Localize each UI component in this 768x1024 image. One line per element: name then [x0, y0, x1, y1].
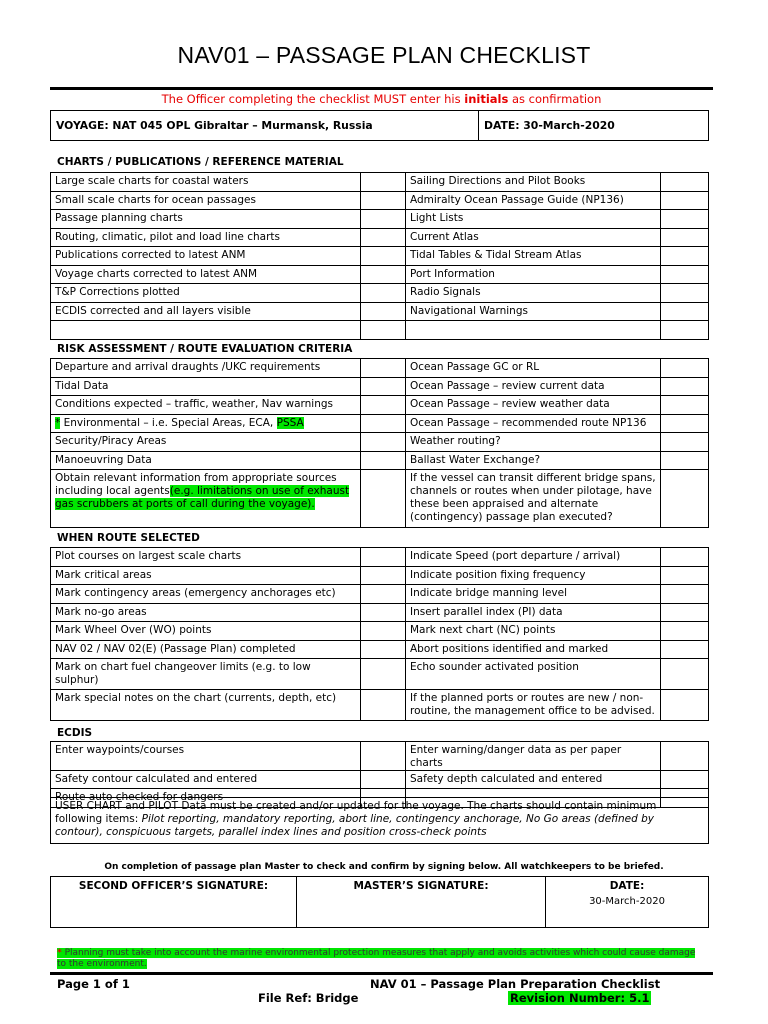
- initials-cell[interactable]: [661, 470, 709, 528]
- route-row: [51, 567, 709, 585]
- route-item-1-left: Plot courses on largest scale charts: [51, 548, 361, 567]
- initials-cell[interactable]: [361, 396, 406, 415]
- route-row: [51, 548, 709, 567]
- risk-checklist-table: [50, 358, 709, 528]
- risk-item-4-left: [51, 415, 361, 433]
- initials-cell[interactable]: [361, 585, 406, 604]
- initials-cell[interactable]: [361, 359, 406, 378]
- route-item-5-left: Mark Wheel Over (WO) points: [51, 622, 361, 641]
- charts-item-6-right: Port Information: [406, 266, 661, 284]
- initials-cell[interactable]: [361, 622, 406, 641]
- instruction-line: [50, 92, 713, 106]
- ecdis-note-table: [50, 797, 709, 844]
- initials-cell[interactable]: [361, 470, 406, 528]
- signature-date-label: DATE:: [609, 880, 645, 892]
- initials-cell[interactable]: [661, 641, 709, 659]
- risk-item-5-left: Security/Piracy Areas: [51, 433, 361, 452]
- risk-item-3-left: Conditions expected – traffic, weather, Nav warnings: [51, 396, 361, 415]
- initials-cell[interactable]: [661, 690, 709, 721]
- initials-cell[interactable]: [661, 548, 709, 567]
- instruction-post: as confirmation: [508, 92, 602, 106]
- page-number: Page 1 of 1: [57, 977, 130, 991]
- initials-cell[interactable]: [361, 690, 406, 721]
- ecdis-item-2-right: Safety depth calculated and entered: [406, 771, 661, 789]
- section-route-heading: WHEN ROUTE SELECTED: [57, 532, 200, 544]
- initials-cell[interactable]: [361, 771, 406, 789]
- initials-cell[interactable]: [661, 415, 709, 433]
- ecdis-item-1-right: Enter warning/danger data as per paper charts: [406, 742, 661, 771]
- initials-cell[interactable]: [361, 247, 406, 266]
- route-item-7-right: Echo sounder activated position: [406, 659, 661, 690]
- signature-table: [50, 876, 709, 928]
- initials-cell[interactable]: [661, 303, 709, 321]
- route-item-4-right: Insert parallel index (PI) data: [406, 604, 661, 622]
- initials-cell[interactable]: [661, 229, 709, 247]
- completion-instruction: On completion of passage plan Master to check and confirm by signing below. All watchkeepers to be briefed.: [104, 862, 664, 872]
- env-note-text: Planning must take into account the marine environmental protection measures that apply and avoids activities which could cause damage to the environment.: [57, 948, 696, 969]
- route-item-6-left: NAV 02 / NAV 02(E) (Passage Plan) completed: [51, 641, 361, 659]
- initials-cell[interactable]: [361, 415, 406, 433]
- initials-cell[interactable]: [361, 604, 406, 622]
- initials-cell[interactable]: [661, 622, 709, 641]
- initials-cell[interactable]: [361, 742, 406, 771]
- initials-cell[interactable]: [361, 433, 406, 452]
- risk-item-4-right: Ocean Passage – recommended route NP136: [406, 415, 661, 433]
- initials-cell[interactable]: [661, 321, 709, 340]
- route-row: [51, 690, 709, 721]
- initials-cell[interactable]: [661, 396, 709, 415]
- signature-date-value: 30-March-2020: [589, 896, 665, 907]
- charts-item-3-left: Passage planning charts: [51, 210, 361, 229]
- risk-item-2-right: Ocean Passage – review current data: [406, 378, 661, 396]
- risk-item-7-right: If the vessel can transit different bridge spans, channels or routes when under pilotage, have these been appraised and alternate (contingency) passage plan executed?: [406, 470, 661, 528]
- file-reference: File Ref: Bridge: [258, 991, 359, 1005]
- charts-item-2-left: Small scale charts for ocean passages: [51, 192, 361, 210]
- initials-cell[interactable]: [661, 192, 709, 210]
- route-item-1-right: Indicate Speed (port departure / arrival): [406, 548, 661, 567]
- initials-cell[interactable]: [361, 210, 406, 229]
- section-ecdis-heading: ECDIS: [57, 727, 93, 739]
- charts-row: [51, 321, 709, 340]
- route-item-8-right: If the planned ports or routes are new / non-routine, the management office to be advised.: [406, 690, 661, 721]
- charts-item-7-left: T&P Corrections plotted: [51, 284, 361, 303]
- charts-item-3-right: Light Lists: [406, 210, 661, 229]
- risk-item-1-right: Ocean Passage GC or RL: [406, 359, 661, 378]
- section-risk-heading: RISK ASSESSMENT / ROUTE EVALUATION CRITERIA: [57, 343, 353, 355]
- risk-item-6-left: Manoeuvring Data: [51, 452, 361, 470]
- route-item-3-left: Mark contingency areas (emergency anchorages etc): [51, 585, 361, 604]
- initials-cell[interactable]: [661, 585, 709, 604]
- date-field[interactable]: DATE: 30-March-2020: [479, 111, 709, 141]
- instruction-pre: The Officer completing the checklist MUST enter his: [161, 92, 465, 106]
- initials-cell[interactable]: [661, 433, 709, 452]
- initials-cell[interactable]: [661, 359, 709, 378]
- route-row: [51, 585, 709, 604]
- ecdis-note-plain: USER CHART and PILOT Data must be created and/or updated for the voyage. The charts should contain minimum following items:: [55, 800, 657, 825]
- risk-item-1-left: Departure and arrival draughts /UKC requirements: [51, 359, 361, 378]
- initials-cell[interactable]: [361, 303, 406, 321]
- initials-cell[interactable]: [361, 548, 406, 567]
- initials-cell[interactable]: [661, 266, 709, 284]
- initials-cell[interactable]: [361, 378, 406, 396]
- instruction-initials: initials: [464, 92, 509, 106]
- signature-date-field[interactable]: [546, 877, 709, 928]
- initials-cell[interactable]: [661, 742, 709, 771]
- charts-item-2-right: Admiralty Ocean Passage Guide (NP136): [406, 192, 661, 210]
- master-signature-field[interactable]: [297, 877, 546, 928]
- initials-cell[interactable]: [361, 192, 406, 210]
- scrubber-limitation-highlight: (e.g. limitations on use of exhaust gas scrubbers at ports of call during the voyage).: [55, 485, 350, 510]
- revision-number: Revision Number: 5.1: [510, 991, 650, 1005]
- environmental-text: Environmental – i.e. Special Areas, ECA,: [60, 417, 277, 429]
- charts-row: [51, 210, 709, 229]
- charts-item-8-right: Navigational Warnings: [406, 303, 661, 321]
- charts-item-4-left: Routing, climatic, pilot and load line charts: [51, 229, 361, 247]
- initials-cell[interactable]: [361, 567, 406, 585]
- charts-item-8-left: ECDIS corrected and all layers visible: [51, 303, 361, 321]
- initials-cell[interactable]: [361, 321, 406, 340]
- initials-cell[interactable]: [361, 173, 406, 192]
- local-agents-text: Obtain relevant information from appropriate sources including local agents: [55, 472, 337, 497]
- charts-row: [51, 173, 709, 192]
- initials-cell[interactable]: [361, 266, 406, 284]
- charts-item-9-right: [406, 321, 661, 340]
- initials-cell[interactable]: [661, 771, 709, 789]
- initials-cell[interactable]: [361, 229, 406, 247]
- charts-row: [51, 229, 709, 247]
- ecdis-row: [51, 771, 709, 789]
- route-item-4-left: Mark no-go areas: [51, 604, 361, 622]
- ecdis-item-2-left: Safety contour calculated and entered: [51, 771, 361, 789]
- env-note-star: *: [57, 948, 62, 958]
- second-officer-signature-label: SECOND OFFICER’S SIGNATURE:: [78, 880, 269, 892]
- route-item-7-left: Mark on chart fuel changeover limits (e.g. to low sulphur): [51, 659, 361, 690]
- document-title: NAV 01 – Passage Plan Preparation Checklist: [370, 977, 661, 991]
- risk-item-3-right: Ocean Passage – review weather data: [406, 396, 661, 415]
- charts-item-4-right: Current Atlas: [406, 229, 661, 247]
- charts-item-5-right: Tidal Tables & Tidal Stream Atlas: [406, 247, 661, 266]
- initials-cell[interactable]: [361, 659, 406, 690]
- charts-row: [51, 284, 709, 303]
- charts-row: [51, 247, 709, 266]
- charts-row: [51, 303, 709, 321]
- master-signature-label: MASTER’S SIGNATURE:: [353, 880, 489, 892]
- initials-cell[interactable]: [661, 567, 709, 585]
- route-item-3-right: Indicate bridge manning level: [406, 585, 661, 604]
- route-item-6-right: Abort positions identified and marked: [406, 641, 661, 659]
- risk-item-7-left: [51, 470, 361, 528]
- charts-item-9-left: [51, 321, 361, 340]
- ecdis-row: [51, 742, 709, 771]
- route-checklist-table: [50, 547, 709, 721]
- footer-rule: [50, 972, 713, 975]
- charts-checklist-table: [50, 172, 709, 340]
- route-row: [51, 622, 709, 641]
- risk-item-6-right: Ballast Water Exchange?: [406, 452, 661, 470]
- initials-cell[interactable]: [361, 641, 406, 659]
- ecdis-item-1-left: Enter waypoints/courses: [51, 742, 361, 771]
- second-officer-signature-field[interactable]: [51, 877, 297, 928]
- route-item-2-right: Indicate position fixing frequency: [406, 567, 661, 585]
- route-item-8-left: Mark special notes on the chart (currents, depth, etc): [51, 690, 361, 721]
- charts-item-6-left: Voyage charts corrected to latest ANM: [51, 266, 361, 284]
- initials-cell[interactable]: [661, 247, 709, 266]
- pssa-highlight: PSSA: [276, 417, 304, 429]
- route-row: [51, 604, 709, 622]
- risk-item-2-left: Tidal Data: [51, 378, 361, 396]
- charts-row: [51, 266, 709, 284]
- initials-cell[interactable]: [361, 284, 406, 303]
- route-item-2-left: Mark critical areas: [51, 567, 361, 585]
- charts-row: [51, 192, 709, 210]
- initials-cell[interactable]: [661, 173, 709, 192]
- initials-cell[interactable]: [661, 378, 709, 396]
- risk-item-5-right: Weather routing?: [406, 433, 661, 452]
- ecdis-item-3-left: Route auto checked for dangers: [51, 789, 361, 808]
- route-row: [51, 659, 709, 690]
- voyage-table: [50, 110, 709, 141]
- ecdis-note: [51, 798, 709, 844]
- section-charts-heading: CHARTS / PUBLICATIONS / REFERENCE MATERIAL: [57, 156, 344, 168]
- route-item-5-right: Mark next chart (NC) points: [406, 622, 661, 641]
- charts-item-1-left: Large scale charts for coastal waters: [51, 173, 361, 192]
- initials-cell[interactable]: [661, 284, 709, 303]
- initials-cell[interactable]: [661, 210, 709, 229]
- page-title: NAV01 – PASSAGE PLAN CHECKLIST: [177, 42, 591, 68]
- initials-cell[interactable]: [661, 659, 709, 690]
- charts-item-5-left: Publications corrected to latest ANM: [51, 247, 361, 266]
- charts-item-1-right: Sailing Directions and Pilot Books: [406, 173, 661, 192]
- initials-cell[interactable]: [361, 452, 406, 470]
- voyage-field[interactable]: VOYAGE: NAT 045 OPL Gibraltar – Murmansk, Russia: [51, 111, 479, 141]
- ecdis-note-items: Pilot reporting, mandatory reporting, abort line, contingency anchorage, No Go areas (defined by contour), conspicuous targets, parallel index lines and position cross-check points: [55, 813, 654, 838]
- route-row: [51, 641, 709, 659]
- initials-cell[interactable]: [661, 604, 709, 622]
- environmental-star: *: [55, 417, 61, 429]
- initials-cell[interactable]: [661, 452, 709, 470]
- title-rule: [50, 87, 713, 90]
- environmental-note: [57, 948, 702, 970]
- charts-item-7-right: Radio Signals: [406, 284, 661, 303]
